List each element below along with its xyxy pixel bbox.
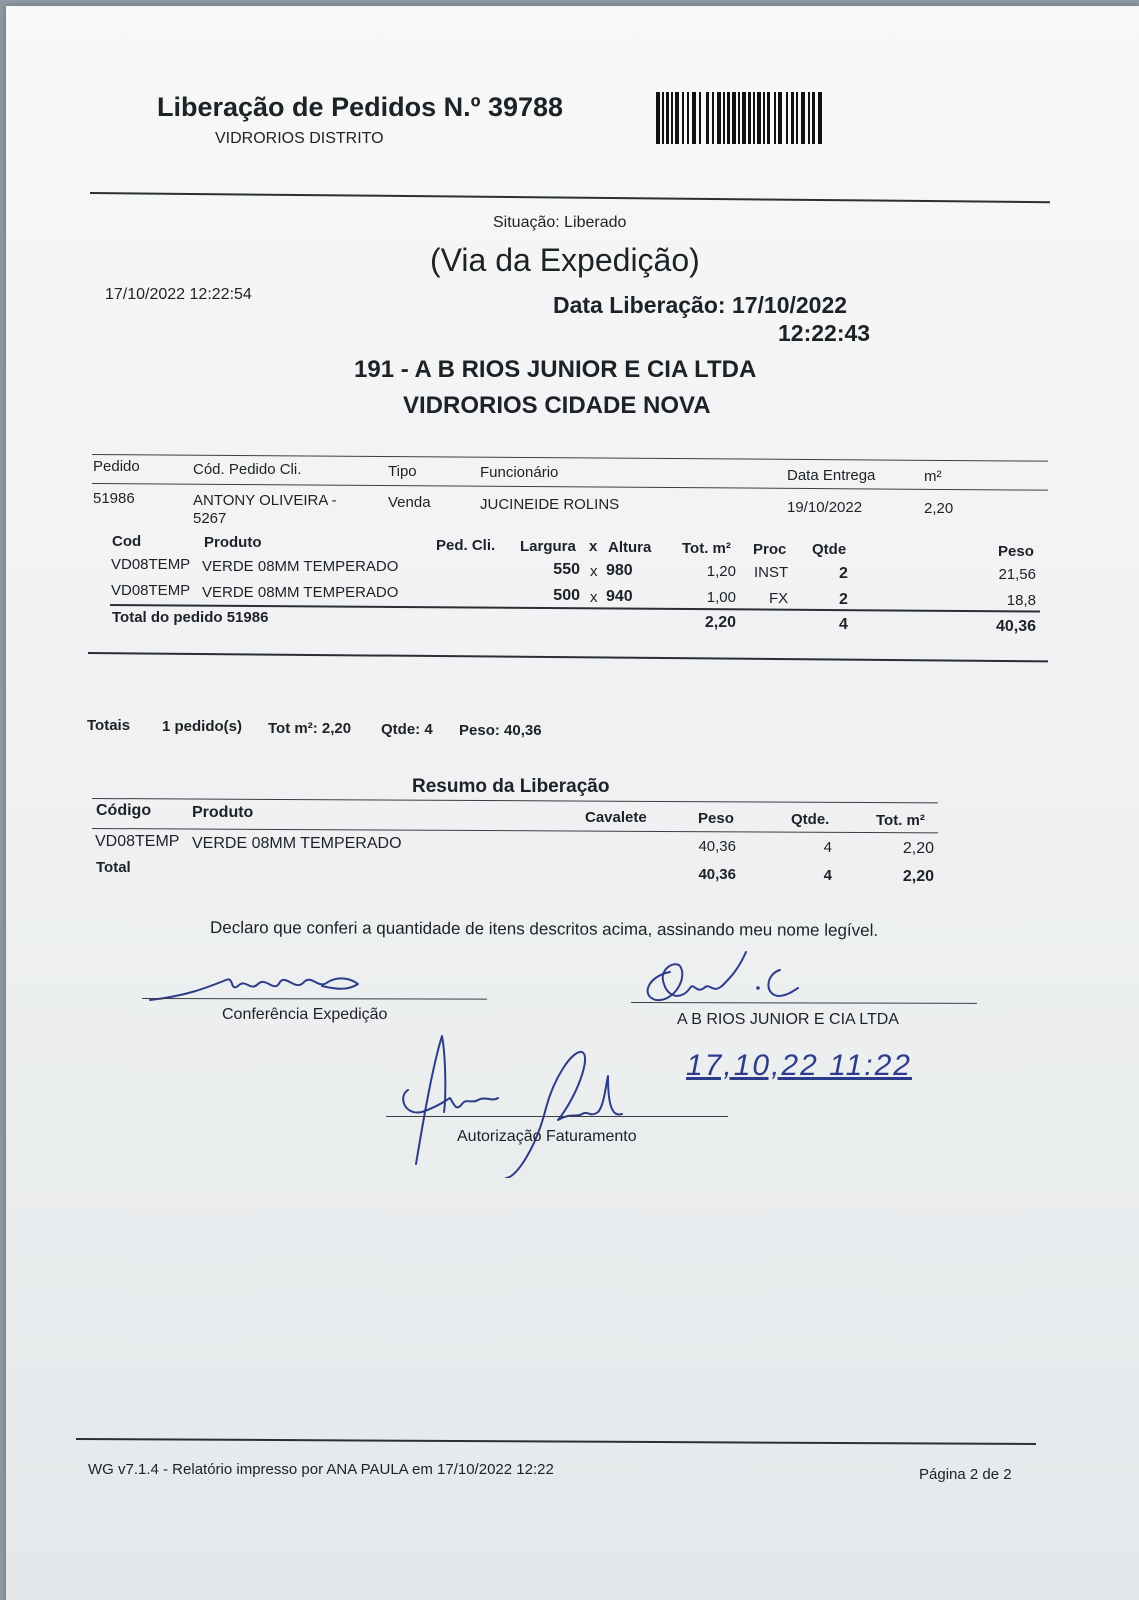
col-header-cod-cli: Cód. Pedido Cli. xyxy=(193,461,302,478)
declaration-text: Declaro que conferi a quantidade de itens descritos acima, assinando meu nome legível. xyxy=(209,918,879,940)
order-total-peso: 40,36 xyxy=(995,618,1036,635)
company-name: VIDRORIOS DISTRITO xyxy=(215,130,384,147)
signature-client-icon xyxy=(634,944,834,1008)
totals-pedidos: 1 pedido(s) xyxy=(162,718,243,735)
item-row-2-proc: FX xyxy=(769,590,789,607)
totals-m2: Tot m²: 2,20 xyxy=(268,720,352,737)
order-type: Venda xyxy=(388,494,431,511)
summary-total-tot-m2: 2,20 xyxy=(902,868,934,885)
item-row-1-produto: VERDE 08MM TEMPERADO xyxy=(202,558,399,575)
summary-total-label: Total xyxy=(96,859,131,876)
handwritten-date: 17,10,22 11:22 xyxy=(686,1049,912,1082)
col-header-funcionario: Funcionário xyxy=(480,464,559,481)
signature-label-autorizacao: Autorização Faturamento xyxy=(457,1128,637,1145)
release-date: Data Liberação: 17/10/2022 xyxy=(553,292,848,318)
item-col-ped-cli: Ped. Cli. xyxy=(436,537,496,554)
summary-top-rule xyxy=(92,798,938,803)
delivery-date: 19/10/2022 xyxy=(787,499,863,516)
item-row-2-x: x xyxy=(590,589,598,606)
order-number: 51986 xyxy=(93,490,135,507)
footer-rule xyxy=(76,1438,1036,1445)
summary-col-codigo: Código xyxy=(96,802,152,819)
summary-col-peso: Peso xyxy=(698,810,734,827)
item-col-peso: Peso xyxy=(998,543,1034,560)
item-row-2-peso: 18,8 xyxy=(1006,592,1036,609)
item-row-1-cod: VD08TEMP xyxy=(111,556,191,573)
order-total-qtde: 4 xyxy=(839,616,848,633)
summary-row-peso: 40,36 xyxy=(698,838,736,855)
item-col-produto: Produto xyxy=(204,534,262,551)
item-row-1-x: x xyxy=(590,563,598,580)
employee-name: JUCINEIDE ROLINS xyxy=(480,496,620,513)
via-label: (Via da Expedição) xyxy=(430,242,700,278)
item-col-tot-m2: Tot. m² xyxy=(682,540,731,557)
summary-col-qtde: Qtde. xyxy=(791,811,830,828)
footer-printed-by: WG v7.1.4 - Relatório impresso por ANA PAULA em 17/10/2022 12:22 xyxy=(88,1461,554,1478)
col-header-tipo: Tipo xyxy=(388,463,417,480)
totals-peso: Peso: 40,36 xyxy=(459,722,542,739)
document-page xyxy=(6,6,1139,1600)
page-number: Página 2 de 2 xyxy=(919,1466,1012,1483)
order-table-header-rule xyxy=(92,483,1048,491)
item-row-2-produto: VERDE 08MM TEMPERADO xyxy=(202,584,399,601)
release-time: 12:22:43 xyxy=(778,320,871,346)
col-header-m2: m² xyxy=(924,468,942,485)
item-col-qtde: Qtde xyxy=(812,541,847,558)
item-row-1-altura: 980 xyxy=(606,562,633,579)
summary-header-rule xyxy=(92,828,938,833)
order-total-label: Total do pedido 51986 xyxy=(112,609,269,626)
items-bottom-rule xyxy=(88,652,1048,662)
client-order-code: ANTONY OLIVEIRA - xyxy=(193,492,337,509)
document-title: Liberação de Pedidos N.º 39788 xyxy=(157,92,564,122)
item-row-1-peso: 21,56 xyxy=(998,566,1036,583)
item-row-1-tot-m2: 1,20 xyxy=(706,563,736,580)
status-label: Situação: Liberado xyxy=(493,214,627,231)
item-col-x: x xyxy=(589,538,598,555)
item-row-2-tot-m2: 1,00 xyxy=(706,589,736,606)
item-col-altura: Altura xyxy=(608,539,652,556)
client-branch: VIDRORIOS CIDADE NOVA xyxy=(403,392,711,419)
col-header-data-entrega: Data Entrega xyxy=(787,467,876,484)
signature-line-autorizacao xyxy=(386,1116,728,1117)
item-row-1-largura: 550 xyxy=(553,561,580,578)
barcode-icon xyxy=(656,92,826,144)
signature-autorizacao-icon xyxy=(386,1028,646,1178)
col-header-pedido: Pedido xyxy=(93,458,140,475)
summary-total-qtde: 4 xyxy=(823,867,832,884)
item-col-cod: Cod xyxy=(112,533,142,550)
item-col-largura: Largura xyxy=(520,538,576,555)
client-order-code-cont: 5267 xyxy=(193,510,227,527)
totals-qtde: Qtde: 4 xyxy=(381,721,433,738)
totals-label: Totais xyxy=(87,717,131,734)
item-row-2-qtde: 2 xyxy=(839,591,848,608)
summary-col-cavalete: Cavalete xyxy=(585,809,647,826)
item-row-1-proc: INST xyxy=(754,564,789,581)
summary-title: Resumo da Liberação xyxy=(412,776,610,797)
item-row-2-altura: 940 xyxy=(606,588,633,605)
header-divider xyxy=(90,192,1050,203)
summary-total-peso: 40,36 xyxy=(698,866,736,883)
order-total-m2: 2,20 xyxy=(704,614,736,631)
item-row-2-largura: 500 xyxy=(553,587,580,604)
order-m2: 2,20 xyxy=(924,500,954,517)
signature-label-conferencia: Conferência Expedição xyxy=(222,1006,388,1023)
summary-row-qtde: 4 xyxy=(823,839,832,856)
client-name: 191 - A B RIOS JUNIOR E CIA LTDA xyxy=(354,356,757,383)
summary-row-codigo: VD08TEMP xyxy=(95,833,180,850)
summary-col-tot-m2: Tot. m² xyxy=(876,812,925,829)
summary-row-tot-m2: 2,20 xyxy=(902,840,934,857)
item-col-proc: Proc xyxy=(753,541,787,558)
item-row-2-cod: VD08TEMP xyxy=(111,582,191,599)
signature-label-client: A B RIOS JUNIOR E CIA LTDA xyxy=(677,1011,899,1028)
signature-conferencia-icon xyxy=(146,966,376,1006)
summary-row-produto: VERDE 08MM TEMPERADO xyxy=(192,835,402,852)
print-timestamp: 17/10/2022 12:22:54 xyxy=(105,286,252,303)
item-row-1-qtde: 2 xyxy=(839,565,848,582)
summary-col-produto: Produto xyxy=(192,804,254,821)
